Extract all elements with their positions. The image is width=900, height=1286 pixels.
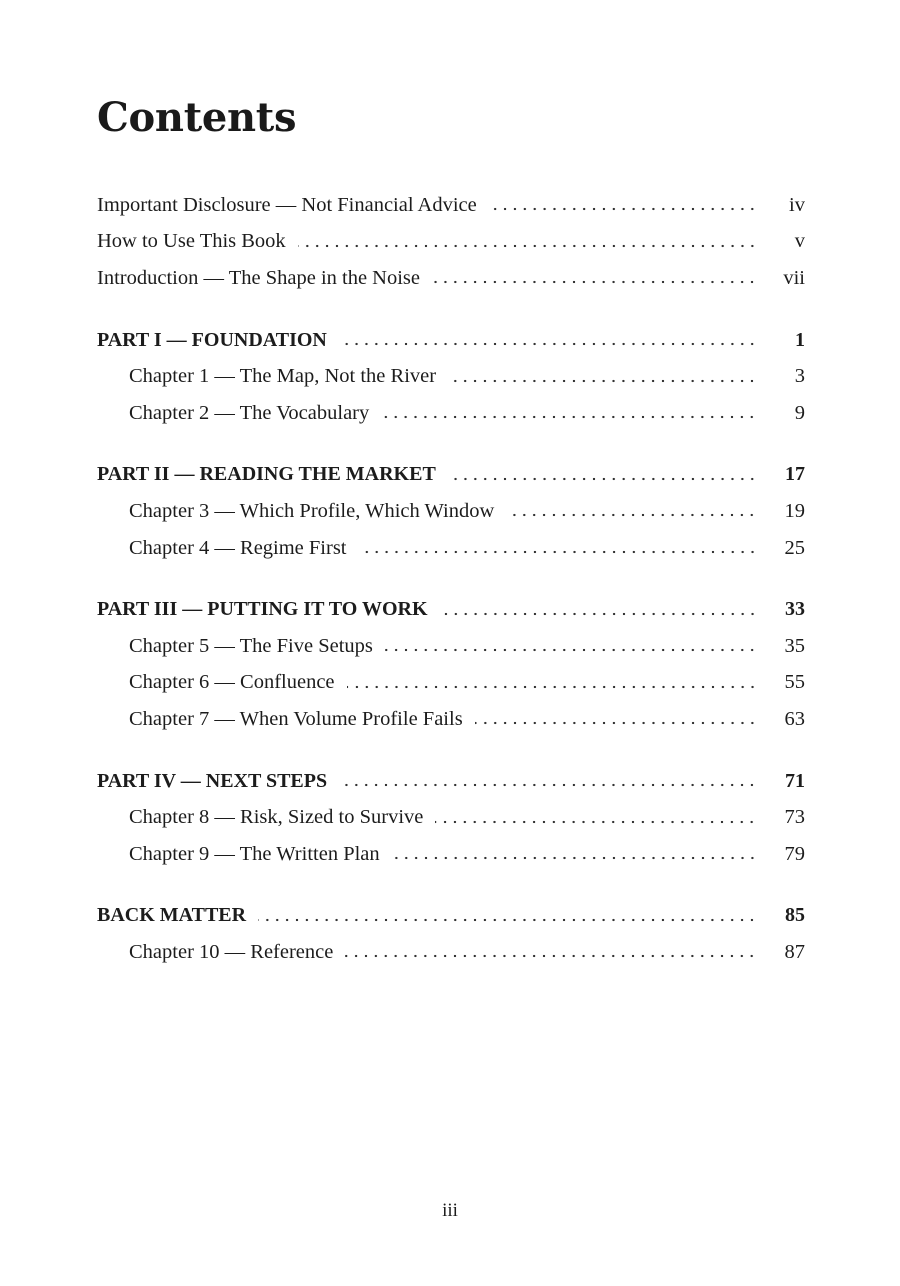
toc-chapter-9[interactable]	[97, 836, 805, 873]
toc-entry-label: Important Disclosure — Not Financial Advice	[97, 193, 477, 216]
toc-part-4[interactable]	[97, 763, 805, 800]
toc-page-number: 25	[784, 536, 805, 559]
dot-leader	[448, 477, 757, 481]
dot-leader	[385, 648, 757, 652]
toc-page-number: 17	[785, 463, 805, 486]
toc-chapter-8[interactable]	[97, 799, 805, 836]
toc-page-number: 63	[784, 707, 805, 730]
toc-part-label: PART I — FOUNDATION	[97, 328, 327, 351]
toc-page-number: 87	[784, 940, 805, 963]
toc-page-number: 79	[784, 842, 805, 865]
toc-part-label: PART III — PUTTING IT TO WORK	[97, 598, 428, 621]
dot-leader	[347, 685, 757, 689]
dot-leader	[339, 342, 757, 346]
toc-chapter-7[interactable]	[97, 701, 805, 738]
toc-chapter-label: Chapter 7 — When Volume Profile Fails	[129, 707, 463, 730]
toc-page-number: 3	[794, 365, 805, 388]
toc-part-label: PART II — READING THE MARKET	[97, 463, 436, 486]
dot-leader	[489, 207, 757, 211]
dot-leader	[440, 612, 758, 616]
dot-leader	[506, 513, 757, 517]
toc-part-3[interactable]	[97, 591, 805, 628]
toc-entry-label: How to Use This Book	[97, 230, 286, 253]
toc-chapter-label: Chapter 6 — Confluence	[129, 671, 335, 694]
toc-part-1[interactable]	[97, 322, 805, 359]
toc-chapter-1[interactable]	[97, 358, 805, 395]
toc-entry-disclosure[interactable]	[97, 187, 805, 224]
dot-leader	[298, 244, 757, 248]
toc-page-number: 73	[784, 806, 805, 829]
section-gap	[97, 297, 805, 322]
toc-page-number: iv	[789, 193, 805, 216]
dot-leader	[345, 954, 757, 958]
toc-chapter-5[interactable]	[97, 628, 805, 665]
dot-leader	[359, 550, 757, 554]
toc-chapter-2[interactable]	[97, 395, 805, 432]
toc-chapter-label: Chapter 4 — Regime First	[129, 536, 347, 559]
toc-part-label: BACK MATTER	[97, 904, 247, 927]
toc-chapter-label: Chapter 2 — The Vocabulary	[129, 401, 370, 424]
section-gap	[97, 738, 805, 763]
toc-chapter-label: Chapter 3 — Which Profile, Which Window	[129, 499, 495, 522]
dot-leader	[381, 415, 757, 419]
toc-chapter-label: Chapter 1 — The Map, Not the River	[129, 365, 437, 388]
dot-leader	[475, 721, 757, 725]
toc-back-matter[interactable]	[97, 898, 805, 935]
toc-page-number: 85	[785, 904, 805, 927]
dot-leader	[448, 379, 757, 383]
table-of-contents	[97, 187, 805, 971]
toc-page-number: 1	[795, 328, 805, 351]
dot-leader	[258, 918, 757, 922]
toc-entry-how-to-use[interactable]	[97, 224, 805, 261]
toc-part-2[interactable]	[97, 457, 805, 494]
section-gap	[97, 566, 805, 591]
page-title: Contents	[97, 94, 297, 141]
dot-leader	[392, 856, 757, 860]
toc-page-number: 9	[794, 401, 805, 424]
toc-page-number: 33	[785, 598, 805, 621]
toc-chapter-label: Chapter 9 — The Written Plan	[129, 842, 380, 865]
toc-entry-label: Introduction — The Shape in the Noise	[97, 266, 421, 289]
toc-page-number: 55	[784, 671, 805, 694]
toc-chapter-10[interactable]	[97, 934, 805, 971]
toc-chapter-label: Chapter 8 — Risk, Sized to Survive	[129, 806, 424, 829]
toc-page-number: 19	[784, 499, 805, 522]
toc-chapter-6[interactable]	[97, 665, 805, 702]
toc-chapter-label: Chapter 10 — Reference	[129, 940, 334, 963]
page-folio: iii	[442, 1200, 458, 1221]
toc-part-label: PART IV — NEXT STEPS	[97, 769, 328, 792]
dot-leader	[339, 783, 757, 787]
toc-page-number: v	[794, 230, 805, 253]
toc-chapter-label: Chapter 5 — The Five Setups	[129, 634, 373, 657]
dot-leader	[432, 280, 757, 284]
section-gap	[97, 873, 805, 898]
toc-page-number: vii	[783, 266, 805, 289]
dot-leader	[435, 820, 757, 824]
toc-chapter-3[interactable]	[97, 493, 805, 530]
toc-page-number: 71	[785, 769, 805, 792]
toc-entry-introduction[interactable]	[97, 260, 805, 297]
toc-page-number: 35	[784, 634, 805, 657]
section-gap	[97, 432, 805, 457]
toc-chapter-4[interactable]	[97, 530, 805, 567]
